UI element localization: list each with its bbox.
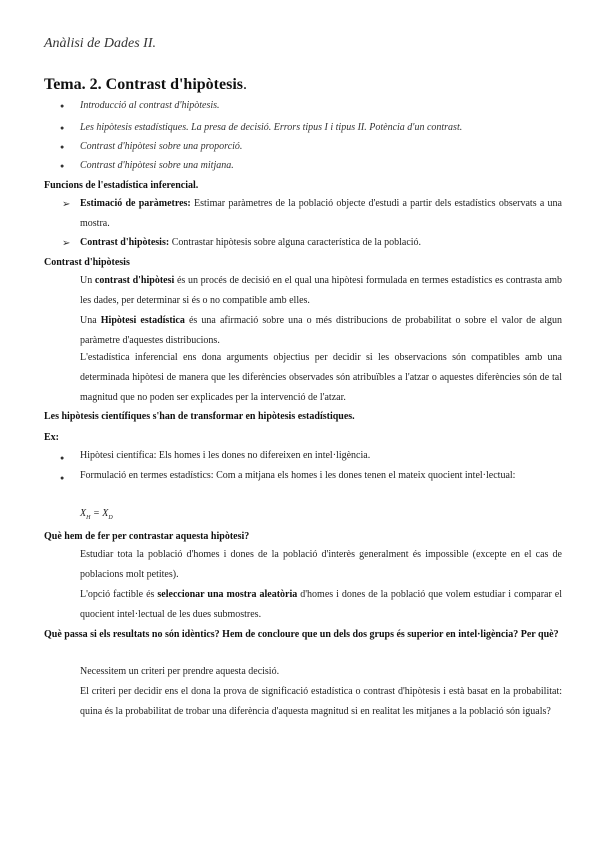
text-run: Un xyxy=(80,275,93,286)
funcio-item-contrast xyxy=(80,233,562,253)
arrow-bullet-icon: ➢ xyxy=(62,199,71,210)
formula-sub-d: D xyxy=(108,515,113,521)
funcio-text: Contrastar hipòtesis sobre alguna característica de la població. xyxy=(171,237,422,248)
term-bold: contrast d'hipòtesi xyxy=(94,275,175,286)
title-suffix: . xyxy=(242,76,247,93)
formulacio-estadistica: Formulació en termes estadístics: Com a mitjana els homes i les dones tenen el mateix quocient intel·lectual: xyxy=(80,470,516,481)
term-bold: Hipòtesi estadística xyxy=(100,315,185,326)
document-header: Anàlisi de Dades II. xyxy=(44,36,156,51)
paragraph-inferencial: L'estadística inferencial ens dona arguments objectius per decidir si les observacions són compatibles amb una determinada hipòtesi de manera que les diferències observades són atribuïbles a l'atzar o aquestes diferències són de tal magnitud que no poden ser explicades per la intervenció de l'atzar. xyxy=(80,352,562,403)
text-run: d'homes i dones de la població que volem estudiar i comparar el quocient intel·lectual de les dues submostres. xyxy=(80,589,562,620)
text-run: L'opció factible és xyxy=(80,589,155,600)
formula-x: X xyxy=(102,508,109,519)
bullet-icon: ● xyxy=(60,162,65,170)
toc-item: Introducció al contrast d'hipòtesis. xyxy=(80,100,220,111)
section-heading-contrast: Contrast d'hipòtesis xyxy=(44,257,130,268)
example-label: Ex: xyxy=(44,432,59,443)
text-run: Una xyxy=(80,315,97,326)
funcio-term: Estimació de paràmetres: xyxy=(80,198,191,209)
formula-equal-means xyxy=(80,508,113,521)
arrow-bullet-icon: ➢ xyxy=(62,238,71,249)
page-title xyxy=(44,76,247,94)
formula-x: X xyxy=(80,508,87,519)
paragraph-mostra xyxy=(80,585,562,625)
hipotesi-cientifica: Hipòtesi científica: Els homes i les dones no difereixen en intel·ligència. xyxy=(80,450,371,461)
section-heading-funcions: Funcions de l'estadística inferencial. xyxy=(44,180,199,191)
funcio-term: Contrast d'hipòtesis: xyxy=(80,237,170,248)
bullet-icon: ● xyxy=(60,102,65,110)
section-heading-hipotesis: Les hipòtesis científiques s'han de transformar en hipòtesis estadístiques. xyxy=(44,411,355,422)
toc-item: Les hipòtesis estadístiques. La presa de decisió. Errors tipus I i tipus II. Potència d'un contrast. xyxy=(80,122,463,133)
funcio-item-estimacio xyxy=(80,194,562,234)
paragraph-poblacio: Estudiar tota la població d'homes i dones de la població d'interès generalment és impossible (excepte en el cas de poblacions molt petites). xyxy=(80,549,562,580)
bullet-icon: ● xyxy=(60,454,65,462)
term-bold: seleccionar una mostra aleatòria xyxy=(157,589,298,600)
section-heading-que-passa: Què passa si els resultats no són idèntics? Hem de concloure que un dels dos grups és superior en intel·ligència? Per què? xyxy=(44,629,559,640)
formula-sub-h: H xyxy=(86,515,91,521)
title-text: Tema. 2. Contrast d'hipòtesis xyxy=(44,76,243,93)
bullet-icon: ● xyxy=(60,143,65,151)
bullet-icon: ● xyxy=(60,124,65,132)
paragraph-significacio: El criteri per decidir ens el dona la prova de significació estadística o contrast d'hipòtesis i està basat en la probabilitat: quina és la probabilitat de trobar una diferència d'aquesta magnitud si en realitat les mitjanes a la població són iguals? xyxy=(80,686,562,717)
text-run: és una afirmació sobre una o més distribucions de probabilitat o sobre el valor de algun paràmetre d'aquestes distribucions. xyxy=(80,315,563,346)
paragraph-contrast-definition xyxy=(80,271,562,311)
toc-item: Contrast d'hipòtesi sobre una proporció. xyxy=(80,141,243,152)
paragraph-hipotesi-definition xyxy=(80,311,562,351)
paragraph-criteri: Necessitem un criteri per prendre aquesta decisió. xyxy=(80,666,280,677)
formula-equals: = xyxy=(92,508,100,519)
toc-item: Contrast d'hipòtesi sobre una mitjana. xyxy=(80,160,234,171)
text-run: és un procés de decisió en el qual una hipòtesi formulada en termes estadístics es contrasta amb les dades, per determinar si és o no compatible amb elles. xyxy=(80,275,563,306)
bullet-icon: ● xyxy=(60,474,65,482)
funcio-text: Estimar paràmetres de la població objecte d'estudi a partir dels estadístics observats a una mostra. xyxy=(80,198,562,229)
section-heading-que-fer: Què hem de fer per contrastar aquesta hipòtesi? xyxy=(44,531,250,542)
